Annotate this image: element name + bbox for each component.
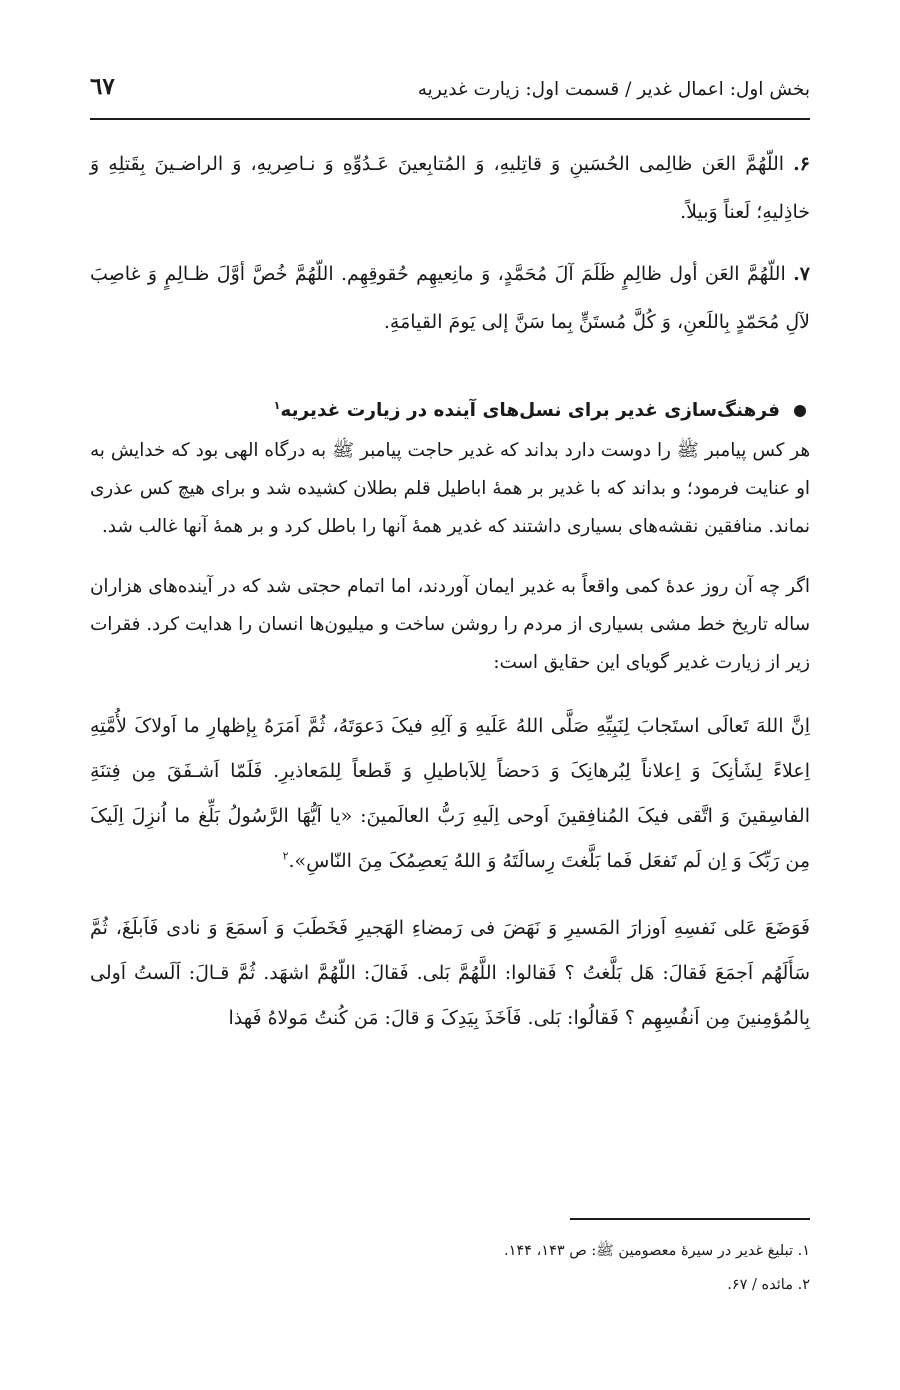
ziyarat-quote	[90, 704, 810, 884]
item-number: ۶.	[793, 153, 810, 175]
book-page	[90, 0, 810, 1390]
header-divider	[90, 118, 810, 120]
footnote-ref: ٢	[282, 849, 289, 863]
footnote-2: ٢. مائده / ۶٧.	[727, 1277, 810, 1293]
paragraph-2: اگر چه آن روز عدهٔ کمی واقعاً به غدیر ایمان آوردند، اما اتمام حجتی شد که در آینده‌های هزاران ساله تاریخ خط مشی بسیاری از مردم را روشن ساخت و میلیون‌ها انسان را هدایت کرد. فقرات زیر از زیارت غدیر گویای این حقایق است:	[90, 576, 810, 673]
supplication-item-7	[90, 250, 810, 346]
item-number: ۷.	[793, 263, 810, 285]
item-text: اللّهُمَّ العَن أول ظالِمٍ ظَلَمَ آلَ مُحَمَّدٍ، وَ مانِعیهِم حُقوقِهِم. اللّهُمَّ خُصَّ أوَّلَ ظـالِمٍ وَ غاصِبَ لآلِ مُحَمّدٍ بِاللَعنِ، وَ کُلَّ مُستَنٍّ بِما سَنَّ إلی یَومَ القیامَةِ.	[90, 263, 810, 333]
item-text: اللّهُمَّ العَن ظالِمی الحُسَینِ وَ قاتِلیهِ، وَ المُتابِعینَ عَـدُوِّهِ وَ نـاصِریهِ، وَ الراضـینَ بِقَتلِهِ وَ خاذِلیهِ؛ لَعناً وَبیلاً.	[90, 153, 810, 223]
footnote-divider	[570, 1218, 810, 1220]
page-body	[90, 140, 810, 1041]
paragraph-1: هر کس پیامبر ﷺ را دوست دارد بداند که غدیر حاجت پیامبر ﷺ به درگاه الهی بود که خدایش به او عنایت فرمود؛ و بداند که با غدیر بر همهٔ اباطیل قلم بطلان کشیده شد و برای هیچ کس عذری نماند. منافقین نقشه‌های بسیاری داشتند که غدیر همهٔ آنها را باطل کرد و بر همهٔ آنها غالب شد.	[90, 440, 810, 537]
section-heading-text: فرهنگ‌سازی غدیر برای نسل‌های آینده در زیارت غدیریه	[280, 400, 780, 421]
page-number: ٦٧	[90, 73, 115, 100]
footnote-ref: ١	[273, 398, 281, 412]
footnote-1: ١. تبلیغ غدیر در سیرهٔ معصومین ﷺ: ص ١۴٣، ١۴۴.	[504, 1243, 810, 1259]
footnotes	[90, 1234, 810, 1302]
quote-text: اِنَّ اللهَ تَعالَی استَجابَ لِنَبِیِّهِ صَلَّی اللهُ عَلَیهِ وَ آلِهِ فیکَ دَعوَتَهُ، ثُمَّ اَمَرَهُ بِإظهارِ ما اَولاکَ لأُمَّتِهِ اِعلاءً لِشَأنِکَ وَ اِعلاناً لِبُرهانِکَ وَ دَحضاً لِلاَباطیلِ وَ قَطعاً لِلمَعاذیرِ. فَلَمّا اَشـفَقَ مِن فِتنَةِ الفاسِقینَ وَ اتَّقی فیکَ المُنافِقینَ اَوحی اِلَیهِ رَبُّ العالَمینَ: «یا اَیُّهَا الرَّسُولُ بَلِّغ ما اُنزِلَ اِلَیکَ مِن رَبِّکَ وَ اِن لَم تَفعَل فَما بَلَّغتَ رِسالَتَهُ وَ اللهُ یَعصِمُکَ مِنَ النّاسِ».	[90, 715, 810, 872]
ziyarat-continuation: فَوَضَعَ عَلی نَفسِهِ اَوزارَ المَسیرِ وَ نَهَضَ فی رَمضاءِ الهَجیرِ فَخَطَبَ وَ اَسمَعَ وَ نادی فَاَبلَغَ، ثُمَّ سَأَلَهُم اَجمَعَ فَقالَ: هَل بَلَّغتُ ؟ فَقالوا: اللَّهُمَّ بَلی. فَقالَ: اللّهُمَّ اشهَد. ثُمَّ قـالَ: اَلَستُ اَولی بِالمُؤمِنینَ مِن اَنفُسِهِم ؟ فَقالُوا: بَلی. فَاَخَذَ بِیَدِکَ وَ قالَ: مَن کُنتُ مَولاهُ فَهذا	[90, 917, 810, 1029]
supplication-item-6	[90, 140, 810, 236]
bullet-icon	[794, 405, 806, 417]
page-header	[90, 72, 810, 112]
section-heading	[90, 390, 810, 432]
running-title: بخش اول: اعمال غدیر / قسمت اول: زیارت غدیریه	[417, 79, 810, 100]
